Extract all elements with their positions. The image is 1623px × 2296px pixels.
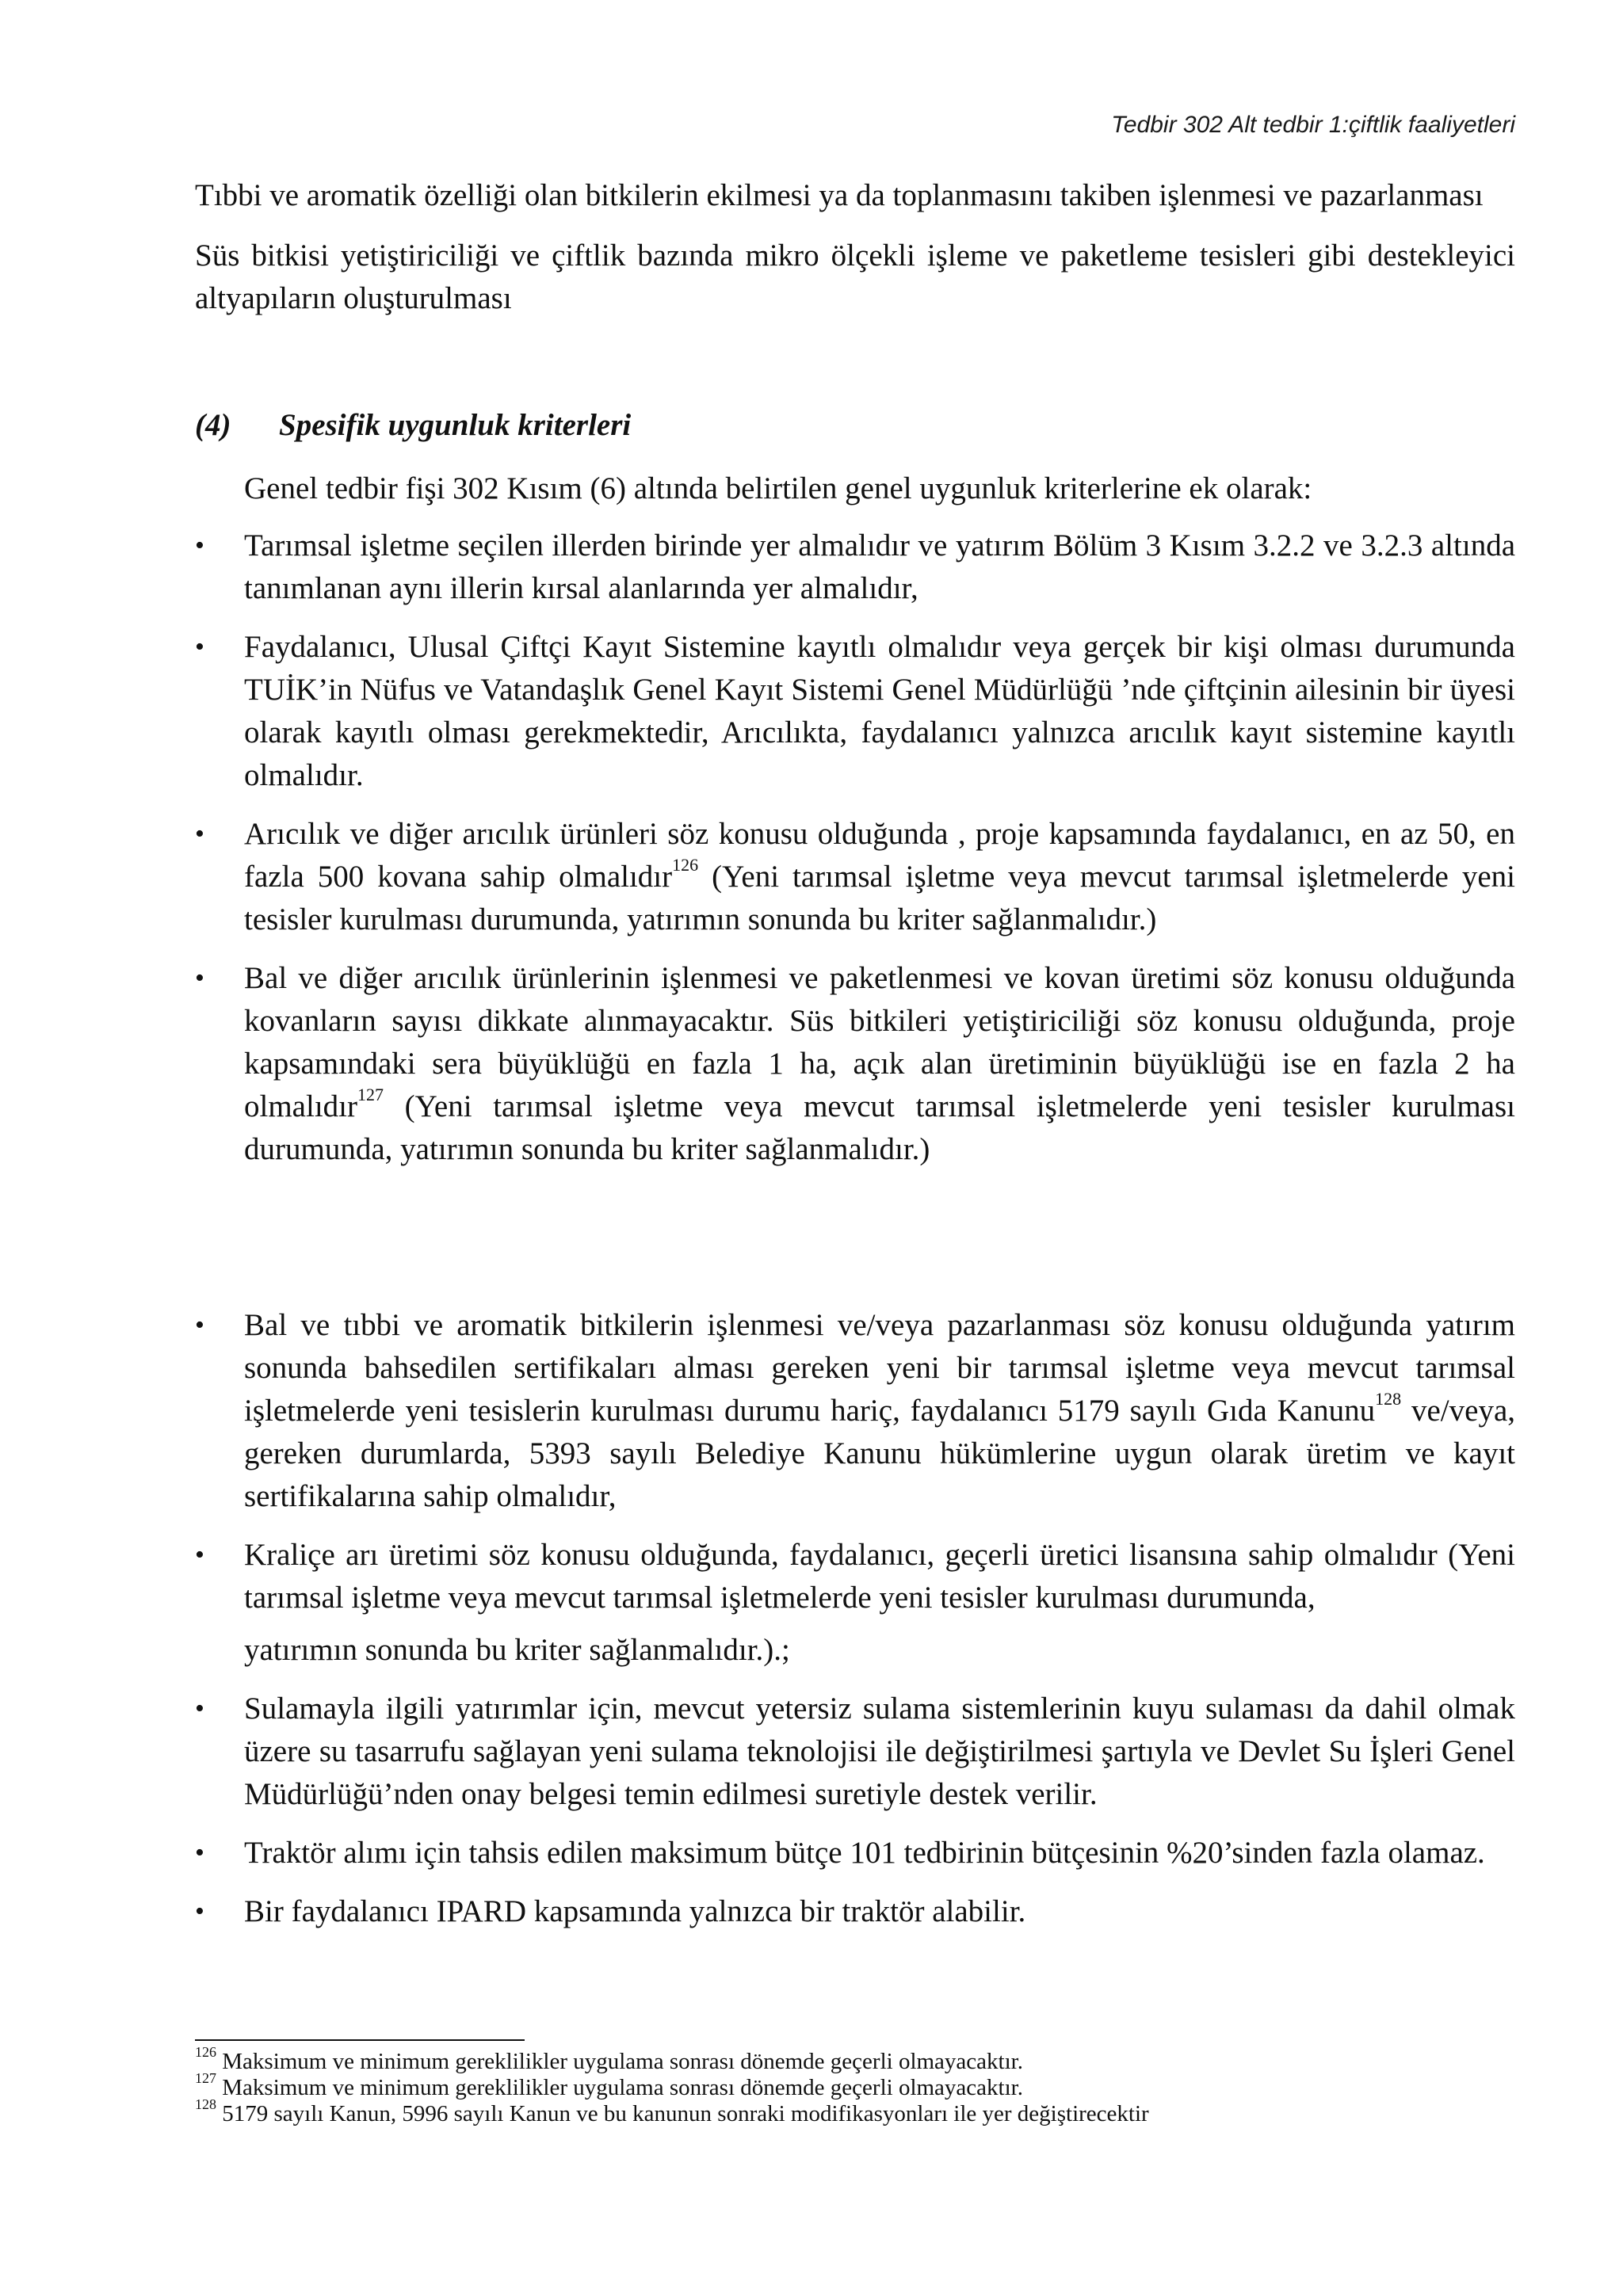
- criterion-text-tail: yatırımın sonunda bu kriter sağlanmalıdır.).;: [244, 1633, 790, 1667]
- criterion-text: Sulamayla ilgili yatırımlar için, mevcut yetersiz sulama sistemlerinin kuyu sulaması da dahil olmak üzere su tasarrufu sağlayan yeni sulama teknolojisi ile değiştirilmesi şartıyla ve Devlet Su İşleri Genel Müdürlüğü’nden onay belgesi temin edilmesi suretiyle destek verilir.: [244, 1691, 1515, 1811]
- paragraph-medicinal-plants: Tıbbi ve aromatik özelliği olan bitkilerin ekilmesi ya da toplanmasını takiben işlenmesi ve pazarlanması: [195, 178, 1484, 212]
- criterion-text-cont: (Yeni tarımsal işletme veya mevcut tarımsal işletmelerde yeni tesisler kurulması durumunda, yatırımın sonunda bu kriter sağlanmalıdır.): [244, 860, 1515, 936]
- criterion-text: Faydalanıcı, Ulusal Çiftçi Kayıt Sistemine kayıtlı olmalıdır veya gerçek bir kişi olması durumunda TUİK’in Nüfus ve Vatandaşlık Genel Kayıt Sistemi Genel Müdürlüğü ’nde çiftçinin ailesinin bir üyesi olarak kayıtlı olması gerekmektedir, Arıcılıkta, faydalanıcı yalnızca arıcılık kayıt sistemine kayıtlı olmalıdır.: [244, 630, 1515, 792]
- list-item: [195, 813, 1515, 941]
- criterion-text: Traktör alımı için tahsis edilen maksimum bütçe 101 tedbirinin bütçesinin %20’sinden fazla olamaz.: [244, 1836, 1485, 1870]
- footnote-text: Maksimum ve minimum gereklilikler uygulama sonrası dönemde geçerli olmayacaktır.: [216, 2075, 1023, 2100]
- bullet-icon: •: [195, 1897, 204, 1926]
- bullet-icon: •: [195, 963, 204, 993]
- criteria-list: [195, 524, 1515, 1933]
- criterion-text: Arıcılık ve diğer arıcılık ürünleri söz konusu olduğunda , proje kapsamında faydalanıcı, en az 50, en fazla 500 kovana sahip olmalıdır: [244, 817, 1515, 894]
- list-item: [195, 524, 1515, 610]
- footnote-ref-127[interactable]: 127: [357, 1085, 384, 1104]
- bullet-icon: •: [195, 819, 204, 849]
- footnote-text: Maksimum ve minimum gereklilikler uygulama sonrası dönemde geçerli olmayacaktır.: [216, 2049, 1023, 2074]
- criterion-text-cont: ve/veya, gereken durumlarda, 5393 sayılı Belediye Kanunu hükümlerine uygun olarak üretim ve kayıt sertifikalarına sahip olmalıdır,: [244, 1394, 1515, 1513]
- footnote-number: 127: [195, 2070, 216, 2087]
- bullet-icon: •: [195, 1310, 204, 1340]
- section-title: Spesifik uygunluk kriterleri: [279, 408, 632, 442]
- footnote-number: 126: [195, 2044, 216, 2061]
- list-item: [195, 1534, 1515, 1672]
- footnote-ref-128[interactable]: 128: [1375, 1389, 1402, 1409]
- running-header: Tedbir 302 Alt tedbir 1:çiftlik faaliyetleri: [1111, 112, 1515, 138]
- list-item: [195, 626, 1515, 797]
- footnote-126: [195, 2044, 1515, 2075]
- list-item: [195, 1832, 1515, 1875]
- criterion-text: Tarımsal işletme seçilen illerden birinde yer almalıdır ve yatırım Bölüm 3 Kısım 3.2.2 ve 3.2.3 altında tanımlanan aynı illerin kırsal alanlarında yer almalıdır,: [244, 528, 1515, 605]
- bullet-icon: •: [195, 632, 204, 662]
- section-number: (4): [195, 408, 231, 442]
- paragraph-ornamental-plants: Süs bitkisi yetiştiriciliği ve çiftlik bazında mikro ölçekli işleme ve paketleme tesisleri gibi destekleyici altyapıların oluşturulması: [195, 238, 1515, 315]
- criterion-text: Kraliçe arı üretimi söz konusu olduğunda, faydalanıcı, geçerli üretici lisansına sahip olmalıdır (Yeni tarımsal işletme veya mevcut tarımsal işletmelerde yeni tesisler kurulması durumunda,: [244, 1538, 1515, 1615]
- footnote-divider: [195, 2039, 525, 2041]
- list-item: [195, 957, 1515, 1171]
- section-intro: Genel tedbir fişi 302 Kısım (6) altında belirtilen genel uygunluk kriterlerine ek olarak:: [244, 471, 1312, 505]
- list-item: [195, 1688, 1515, 1816]
- footnotes: [195, 2039, 1515, 2127]
- bullet-icon: •: [195, 531, 204, 560]
- footnote-number: 128: [195, 2096, 216, 2113]
- bullet-icon: •: [195, 1540, 204, 1569]
- footnote-128: [195, 2096, 1515, 2127]
- footnote-ref-126[interactable]: 126: [672, 855, 699, 875]
- footnote-127: [195, 2070, 1515, 2101]
- bullet-icon: •: [195, 1694, 204, 1723]
- list-item: [195, 1890, 1515, 1933]
- section-heading: [195, 404, 1515, 447]
- criterion-text-cont: (Yeni tarımsal işletme veya mevcut tarımsal işletmelerde yeni tesisler kurulması durumunda, yatırımın sonunda bu kriter sağlanmalıdır.): [244, 1089, 1515, 1166]
- list-item: [195, 1304, 1515, 1518]
- bullet-icon: •: [195, 1838, 204, 1867]
- footnote-text: 5179 sayılı Kanun, 5996 sayılı Kanun ve bu kanunun sonraki modifikasyonları ile yer değiştirecektir: [216, 2101, 1149, 2126]
- criterion-text: Bal ve diğer arıcılık ürünlerinin işlenmesi ve paketlenmesi ve kovan üretimi söz konusu olduğunda kovanların sayısı dikkate alınmayacaktır. Süs bitkileri yetiştiriciliği söz konusu olduğunda, proje kapsamındaki sera büyüklüğü en fazla 1 ha, açık alan üretiminin büyüklüğü ise en fazla 2 ha olmalıdır: [244, 961, 1515, 1123]
- criterion-text: Bal ve tıbbi ve aromatik bitkilerin işlenmesi ve/veya pazarlanması söz konusu olduğunda yatırım sonunda bahsedilen sertifikaları alması gereken yeni bir tarımsal işletme veya mevcut tarımsal işletmelerde yeni tesislerin kurulması durumu hariç, faydalanıcı 5179 sayılı Gıda Kanunu: [244, 1308, 1515, 1428]
- criterion-text: Bir faydalanıcı IPARD kapsamında yalnızca bir traktör alabilir.: [244, 1894, 1026, 1928]
